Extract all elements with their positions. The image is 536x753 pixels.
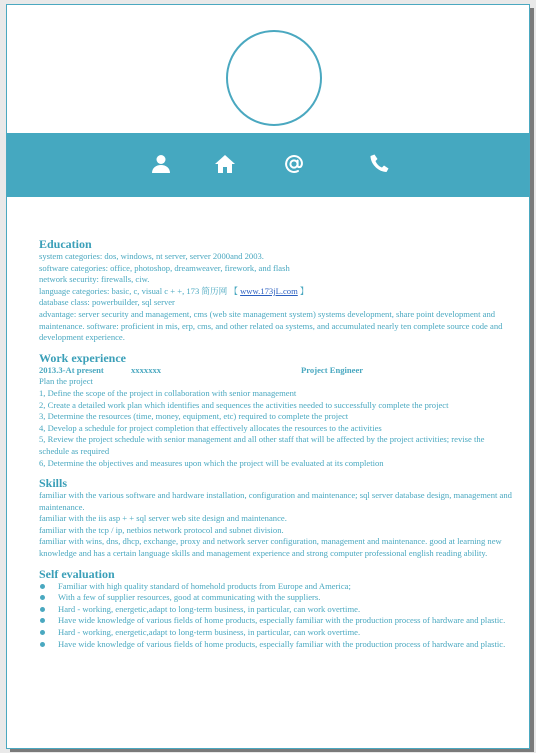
work-role: Project Engineer bbox=[301, 364, 364, 375]
resume-content bbox=[39, 237, 514, 657]
home-icon bbox=[213, 152, 237, 176]
resume-page bbox=[6, 4, 530, 749]
list-item: Have wide knowledge of various fields of home products, especially familiar with the production process of hardware and plastic. bbox=[39, 639, 514, 651]
work-line: 1, Define the scope of the project in collaboration with senior management bbox=[39, 387, 297, 398]
language-bracket: 】 bbox=[297, 285, 309, 296]
self-evaluation-list bbox=[39, 581, 514, 651]
work-company: xxxxxxx bbox=[131, 364, 162, 375]
work-line: 6, Determine the objectives and measures upon which the project will be evaluated at its completion bbox=[39, 457, 384, 468]
work-line: 3, Determine the resources (time, money, equipment, etc) required to complete the project bbox=[39, 411, 349, 422]
page-shadow-bottom bbox=[10, 749, 534, 752]
website-link[interactable]: www.173jL.com bbox=[240, 285, 298, 296]
work-date: 2013.3-At present bbox=[39, 364, 104, 375]
education-line: system categories: dos, windows, nt server, server 2000and 2003. bbox=[39, 251, 264, 261]
work-line: 5, Review the project schedule with senior management and all other staff that will be affected by the project activities; revise the schedule as required bbox=[39, 434, 485, 456]
work-line: 4, Develop a schedule for project completion that effectively allocates the resources to the activities bbox=[39, 422, 382, 433]
phone-icon bbox=[368, 152, 392, 176]
language-text: language categories: basic, c, visual c + +, 173 简历网 【 bbox=[39, 285, 241, 296]
list-item: With a few of supplier resources, good at communicating with the suppliers. bbox=[39, 592, 514, 604]
self-evaluation-section bbox=[39, 567, 514, 651]
skills-line: familiar with the iis asp + + sql server web site design and maintenance. bbox=[39, 513, 287, 524]
contact-icon-band bbox=[7, 133, 529, 197]
profile-photo-placeholder bbox=[226, 30, 322, 126]
skills-heading: Skills bbox=[39, 476, 68, 491]
self-evaluation-heading: Self evaluation bbox=[39, 566, 115, 581]
work-section bbox=[39, 351, 514, 469]
list-item: Hard - working, energetic,adapt to long-term business, in particular, can work overtime. bbox=[39, 627, 514, 639]
education-line: network security: firewalls, ciw. bbox=[39, 274, 150, 285]
at-sign-icon bbox=[282, 152, 306, 176]
skills-line: familiar with wins, dns, dhcp, exchange, proxy and network server configuration, management and maintenance. good at learning new knowledge and has a certain language skills and management experience and strong computer professional english reading ability. bbox=[39, 536, 502, 559]
education-line: database class: powerbuilder, sql server bbox=[39, 297, 175, 308]
page-shadow-right bbox=[530, 8, 534, 751]
skills-line: familiar with the tcp / ip, netbios network protocol and subnet division. bbox=[39, 524, 284, 535]
user-icon bbox=[149, 152, 173, 176]
list-item: Familiar with high quality standard of homehold products from Europe and America; bbox=[39, 581, 514, 593]
work-heading: Work experience bbox=[39, 350, 126, 365]
skills-section bbox=[39, 476, 514, 560]
education-line: software categories: office, photoshop, dreamweaver, firework, and flash bbox=[39, 262, 290, 273]
work-line: 2, Create a detailed work plan which identifies and sequences the activities needed to successfully complete the project bbox=[39, 399, 449, 410]
work-entry-header bbox=[39, 365, 514, 377]
list-item: Have wide knowledge of various fields of home products, especially familiar with the production process of hardware and plastic. bbox=[39, 615, 514, 627]
education-heading: Education bbox=[39, 237, 92, 251]
list-item: Hard - working, energetic,adapt to long-term business, in particular, can work overtime. bbox=[39, 604, 514, 616]
education-language-line bbox=[39, 286, 514, 298]
work-line: Plan the project bbox=[39, 376, 93, 387]
skills-line: familiar with the various software and hardware installation, configuration and maintenance; sql server database design, management and maintenance. bbox=[39, 490, 512, 512]
education-line: advantage: server security and management, cms (web site management system) systems development, share point development and maintenance. software: proficient in mis, erp, cms, and other related oa systems, and accumulated nearly ten complete source code and development experience. bbox=[39, 308, 503, 343]
education-section bbox=[39, 237, 514, 344]
